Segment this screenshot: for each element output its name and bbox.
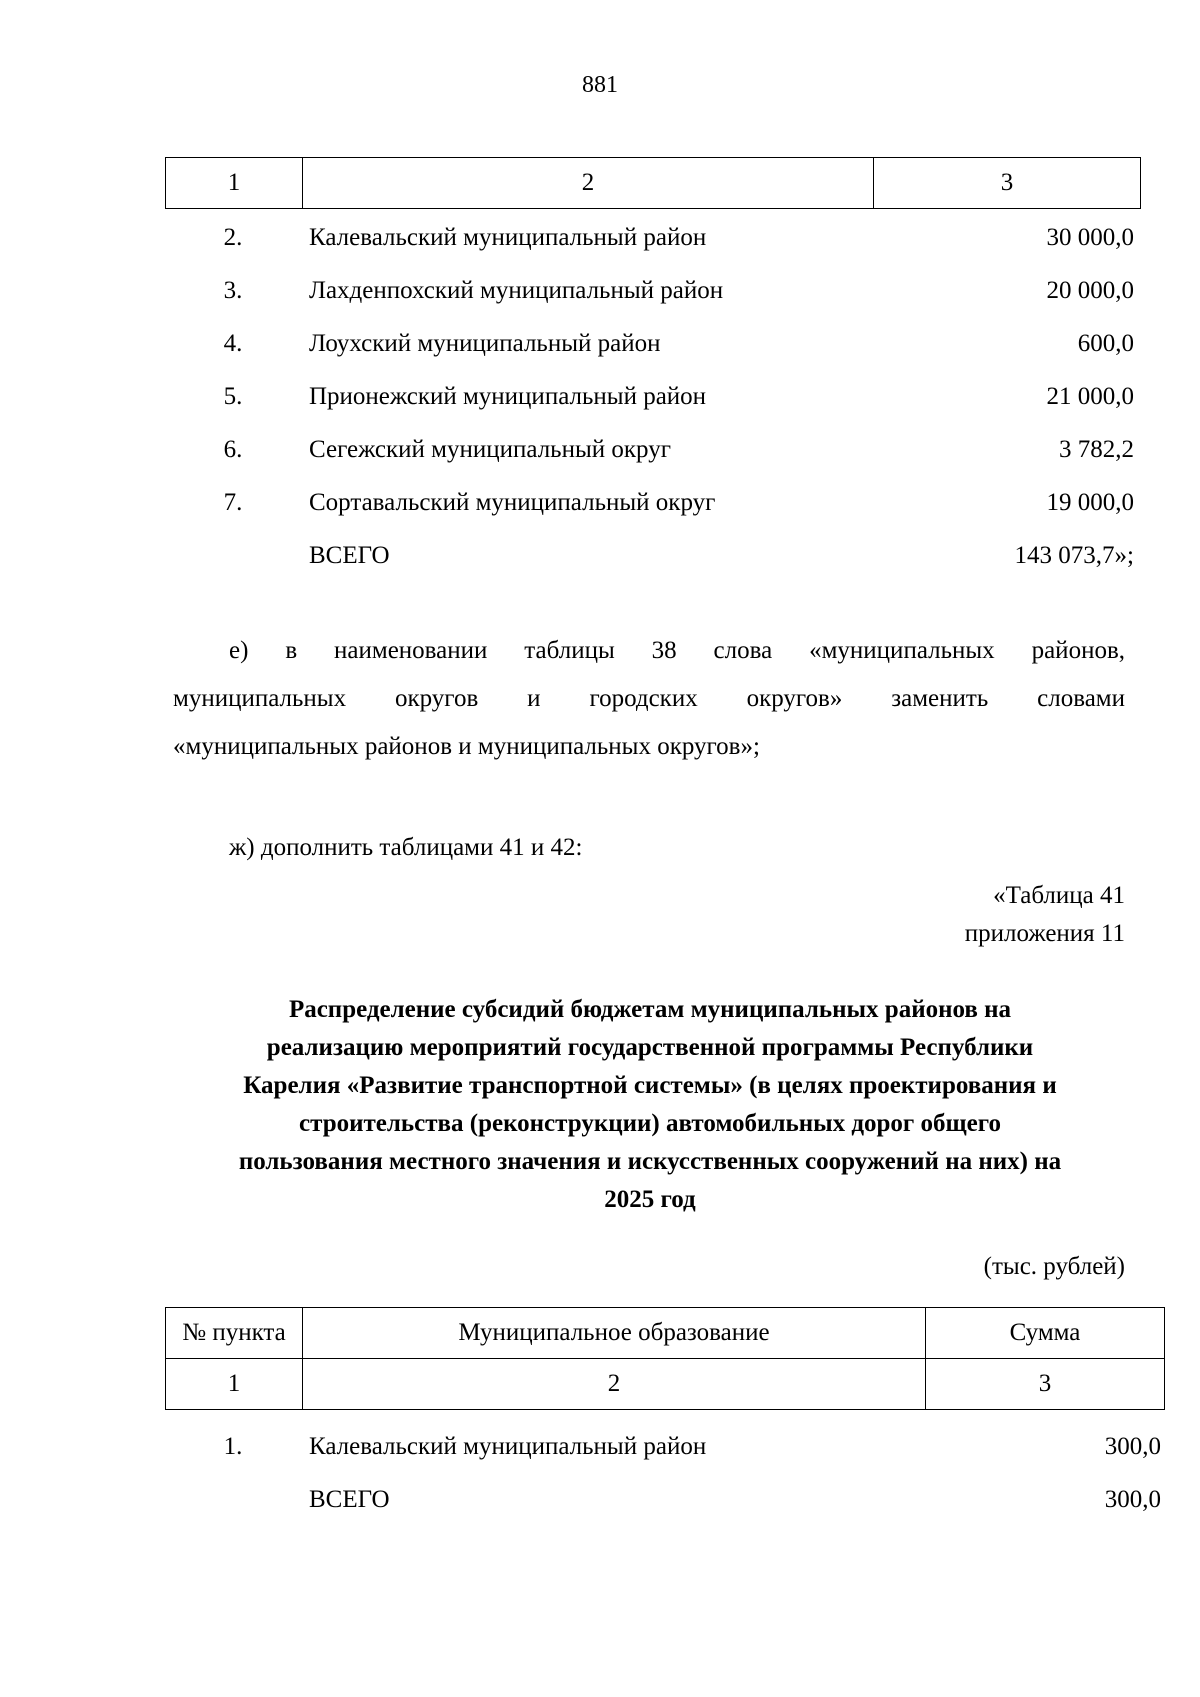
row-name: Калевальский муниципальный район: [309, 1432, 707, 1460]
row-number: 3.: [223, 276, 243, 304]
table1-header-col1: 1: [227, 169, 241, 196]
row-sum: 300,0: [1104, 1432, 1161, 1460]
table-row: [165, 317, 1134, 370]
table2-header: [165, 1307, 1165, 1410]
row-sum: 143 073,7»;: [1014, 541, 1134, 569]
row-number: 2.: [223, 223, 243, 251]
row-sum: 30 000,0: [1046, 223, 1134, 251]
table2-header-col3: Сумма: [926, 1308, 1165, 1359]
table-heading: [160, 991, 1140, 1219]
table-row: [165, 211, 1134, 264]
paragraph-zh: ж) дополнить таблицами 41 и 42:: [229, 834, 583, 861]
row-name: Сортавальский муниципальный округ: [309, 488, 716, 516]
row-number: 5.: [223, 382, 243, 410]
table-reference: [700, 877, 1125, 953]
paragraph-e-line2: муниципальных округов и городских округов» заменить словами: [173, 685, 1125, 712]
table-row: [165, 1420, 1161, 1473]
table-row: [165, 423, 1134, 476]
table1-header: [165, 157, 1141, 209]
row-name: ВСЕГО: [309, 1485, 390, 1513]
table2-header-row: [166, 1308, 1165, 1359]
row-sum: 600,0: [1077, 329, 1134, 357]
table-row: [165, 370, 1134, 423]
table-total-row: [165, 529, 1134, 582]
row-number: 6.: [223, 435, 243, 463]
row-sum: 300,0: [1104, 1485, 1161, 1513]
table2-number-row: [166, 1359, 1165, 1410]
table2-header-col1: № пункта: [166, 1308, 303, 1359]
row-sum: 3 782,2: [1059, 435, 1134, 463]
row-sum: 20 000,0: [1046, 276, 1134, 304]
row-sum: 21 000,0: [1046, 382, 1134, 410]
row-number: 1.: [223, 1432, 243, 1460]
table2-number-col1: 1: [166, 1359, 303, 1410]
page-number: 881: [582, 72, 618, 98]
paragraph-e-line1: е) в наименовании таблицы 38 слова «муниципальных районов,: [229, 637, 1125, 664]
table1-header-col2: 2: [302, 158, 874, 208]
paragraph-e-line3: «муниципальных районов и муниципальных округов»;: [173, 733, 760, 760]
row-number: 4.: [223, 329, 243, 357]
row-name: Калевальский муниципальный район: [309, 223, 707, 251]
table2-number-col3: 3: [926, 1359, 1165, 1410]
paragraph-e: [173, 627, 1125, 771]
row-name: Сегежский муниципальный округ: [309, 435, 671, 463]
row-number: 7.: [223, 488, 243, 516]
table1-header-col3: 3: [1000, 169, 1014, 196]
heading-line: строительства (реконструкции) автомобильных дорог общего: [299, 1110, 1001, 1137]
row-name: Прионежский муниципальный район: [309, 382, 707, 410]
heading-line: 2025 год: [604, 1186, 696, 1213]
table2-body: [165, 1420, 1161, 1526]
table2-number-col2: 2: [303, 1359, 926, 1410]
row-name: Лоухский муниципальный район: [309, 329, 661, 357]
heading-line: Карелия «Развитие транспортной системы» (в целях проектирования и: [243, 1072, 1057, 1099]
table-reference-line1: «Таблица 41: [993, 882, 1125, 909]
row-name: Лахденпохский муниципальный район: [309, 276, 724, 304]
row-name: ВСЕГО: [309, 541, 390, 569]
table-row: [165, 264, 1134, 317]
units-label: (тыс. рублей): [983, 1253, 1125, 1280]
table-row: [165, 476, 1134, 529]
table2-header-col2: Муниципальное образование: [303, 1308, 926, 1359]
table1-body: [165, 211, 1134, 582]
heading-line: пользования местного значения и искусственных сооружений на них) на: [238, 1148, 1062, 1175]
row-sum: 19 000,0: [1046, 488, 1134, 516]
heading-line: Распределение субсидий бюджетам муниципальных районов на: [288, 996, 1012, 1023]
table-reference-line2: приложения 11: [964, 920, 1125, 947]
table-total-row: [165, 1473, 1161, 1526]
heading-line: реализацию мероприятий государственной программы Республики: [266, 1034, 1034, 1061]
